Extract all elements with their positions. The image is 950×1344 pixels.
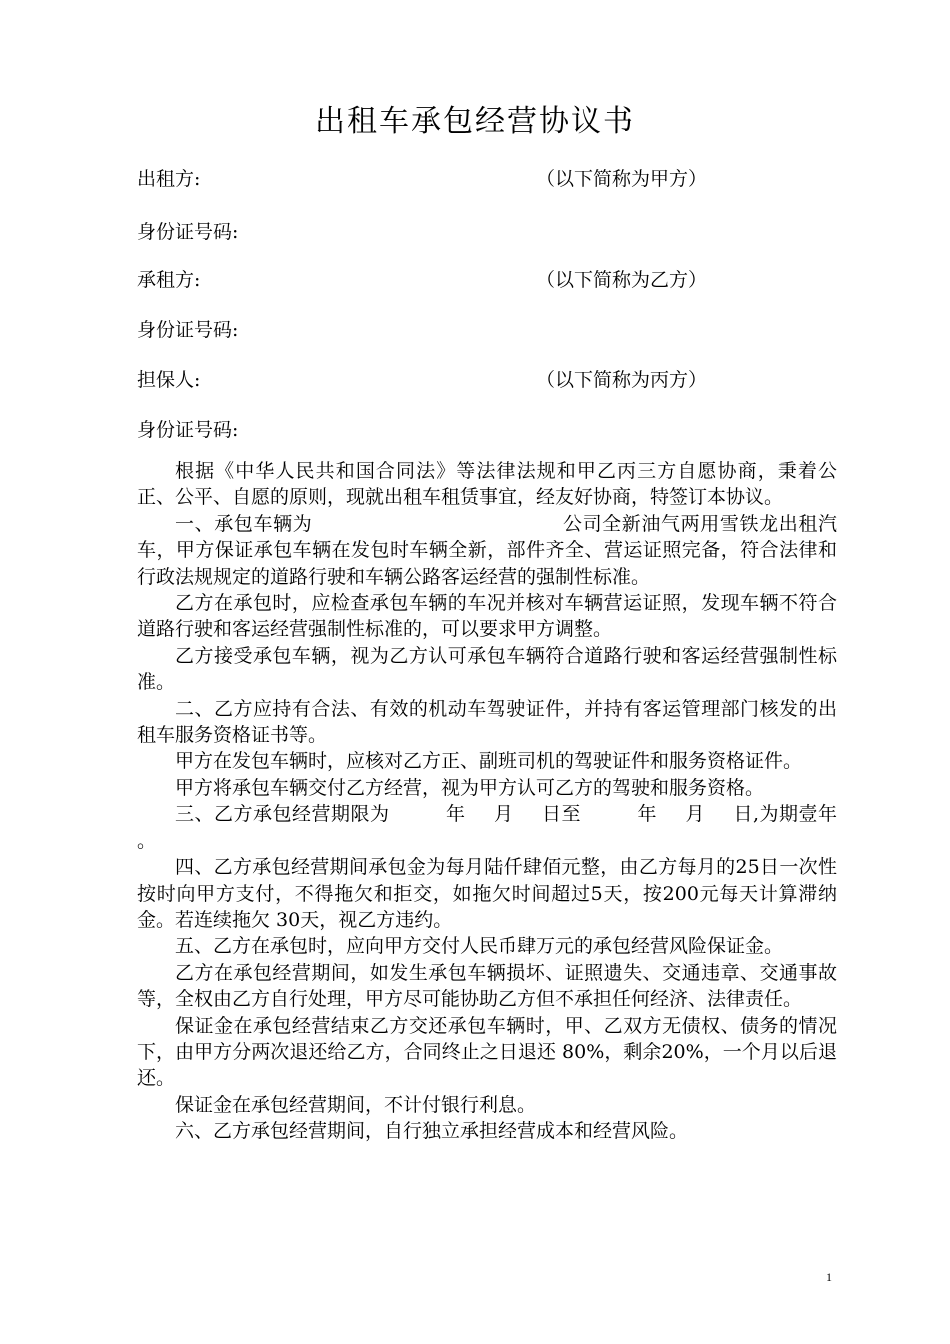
preamble-paragraph: 根据《中华人民共和国合同法》等法律法规和甲乙丙三方自愿协商，秉着公正、公平、自愿的原则，现就出租车租赁事宜，经友好协商，特签订本协议。 [137,460,837,509]
clause-1-paragraph [137,511,837,590]
agreement-body [137,458,837,1145]
clause-1-text: 公司全新油气两用雪铁龙出租汽车，甲方保证承包车辆在发包时车辆全新，部件齐全、营运证照完备，符合法律和行政法规规定的道路行驶和车辆公路客运经营的强制性标准。 [137,512,837,588]
start-month-label: 月 [493,803,514,826]
lessor-label: 出租方: [137,168,201,190]
start-day-label: 日至 [541,803,581,826]
lessor-id-label: 身份证号码: [137,221,239,243]
document-title: 出租车承包经营协议书 [315,104,635,139]
clause-1-intro: 一、承包车辆为 [175,512,313,535]
guarantor-label: 担保人: [137,369,201,391]
clause-5-interest-paragraph: 保证金在承包经营期间，不计付银行利息。 [175,1093,537,1116]
lessee-alias: （以下简称为乙方） [536,269,708,291]
lessee-id-label: 身份证号码: [137,319,239,341]
clause-3-intro: 三、乙方承包经营期限为 [175,803,390,826]
clause-5-liability-paragraph: 乙方在承包经营期间，如发生承包车辆损坏、证照遗失、交通违章、交通事故等，全权由乙方自行处理，甲方尽可能协助乙方但不承担任何经济、法律责任。 [137,961,837,1011]
clause-2-paragraph: 二、乙方应持有合法、有效的机动车驾驶证件，并持有客运管理部门核发的出租车服务资格证书等。 [137,697,837,747]
clause-2-delivery-paragraph: 甲方将承包车辆交付乙方经营，视为甲方认可乙方的驾驶和服务资格。 [175,776,765,799]
end-day-label: 日,为期壹年 。 [137,803,837,852]
lessor-alias: （以下简称为甲方） [536,168,708,190]
clause-6-paragraph: 六、乙方承包经营期间，自行独立承担经营成本和经营风险。 [175,1120,689,1143]
clause-3-paragraph [137,801,837,854]
clause-2-verification-paragraph: 甲方在发包车辆时，应核对乙方正、副班司机的驾驶证件和服务资格证件。 [175,750,803,773]
lessee-label: 承租方: [137,269,201,291]
guarantor-id-label: 身份证号码: [137,419,239,441]
clause-5-paragraph: 五、乙方在承包时，应向甲方交付人民币肆万元的承包经营风险保证金。 [175,935,784,958]
guarantor-alias: （以下简称为丙方） [536,369,708,391]
end-month-label: 月 [684,803,705,826]
start-year-label: 年 [445,803,466,826]
clause-5-refund-paragraph: 保证金在承包经营结束乙方交还承包车辆时，甲、乙双方无债权、债务的情况下，由甲方分两次退还给乙方，合同终止之日退还 80%，剩余20%，一个月以后退还。 [137,1014,837,1090]
page-number: 1 [826,1270,832,1284]
clause-1-inspection-paragraph: 乙方在承包时，应检查承包车辆的车况并核对车辆营运证照，发现车辆不符合道路行驶和客运经营强制性标准的，可以要求甲方调整。 [137,592,837,641]
clause-4-paragraph: 四、乙方承包经营期间承包金为每月陆仟肆佰元整，由乙方每月的25日一次性按时向甲方支付，不得拖欠和拒交，如拖欠时间超过5天，按200元每天计算滞纳金。若连续拖欠 30天，视乙方违约。 [137,856,837,931]
clause-1-acceptance-paragraph: 乙方接受承包车辆，视为乙方认可承包车辆符合道路行驶和客运经营强制性标准。 [137,644,837,694]
end-year-label: 年 [636,803,657,826]
